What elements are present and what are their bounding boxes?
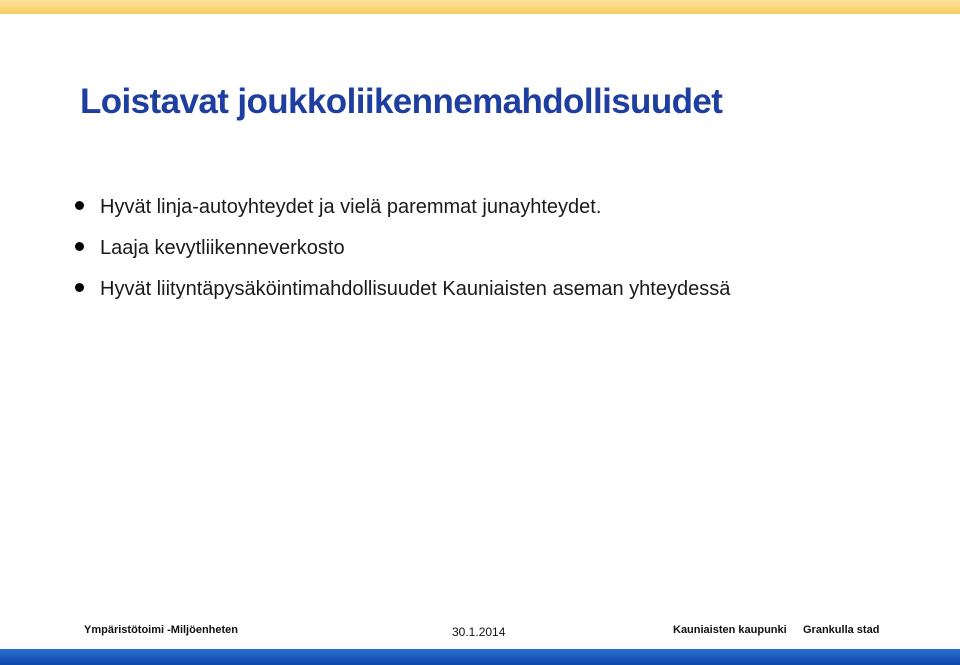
footer-date: 30.1.2014 [452, 625, 506, 639]
footer-city-sv: Grankulla stad [803, 624, 880, 636]
slide-title: Loistavat joukkoliikennemahdollisuudet [80, 82, 723, 121]
bullet-dot-icon [75, 242, 84, 251]
bullet-list [72, 194, 932, 317]
bullet-text: Hyvät liityntäpysäköintimahdollisuudet Kauniaisten aseman yhteydessä [100, 278, 731, 300]
bullet-item [72, 276, 932, 317]
footer-department: Ympäristötoimi -Miljöenheten [84, 624, 239, 636]
footer-city-fi: Kauniaisten kaupunki [673, 624, 787, 636]
bullet-dot-icon [75, 283, 84, 292]
bullet-dot-icon [75, 201, 84, 210]
bullet-item [72, 194, 932, 235]
slide-footer [0, 622, 960, 640]
bullet-text: Laaja kevytliikenneverkosto [100, 237, 345, 259]
bullet-text: Hyvät linja-autoyhteydet ja vielä paremmat junayhteydet. [100, 196, 602, 218]
bottom-accent-bar [0, 649, 960, 665]
bullet-item [72, 235, 932, 276]
top-accent-bar [0, 0, 960, 14]
